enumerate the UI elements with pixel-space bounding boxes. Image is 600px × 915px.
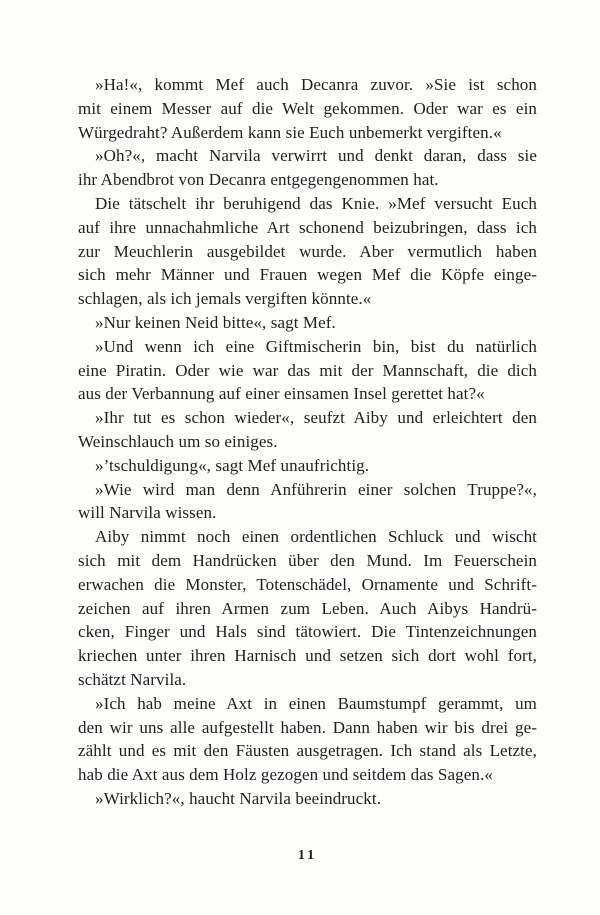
text-line: cken, Finger und Hals sind tätowiert. Die Tintenzeichnungen bbox=[78, 622, 537, 642]
text-line: auf ihre unnachahmliche Art schonend beizubringen, dass ich bbox=[78, 217, 537, 237]
text-line: »’tschuldigung«, sagt Mef unaufrichtig. bbox=[95, 455, 370, 475]
text-line: schlagen, als ich jemals vergiften könnte.« bbox=[78, 289, 372, 309]
text-line: »Ha!«, kommt Mef auch Decanra zuvor. »Sie ist schon bbox=[95, 75, 537, 94]
text-line: »Wirklich?«, haucht Narvila beeindruckt. bbox=[95, 788, 382, 808]
paragraph bbox=[78, 478, 537, 526]
text-line: Die tätschelt ihr beruhigend das Knie. »Mef versucht Euch bbox=[95, 193, 537, 213]
paragraph bbox=[78, 525, 537, 692]
text-line: kriechen unter ihren Harnisch und setzen sich dort wohl fort, bbox=[78, 646, 537, 666]
paragraph bbox=[78, 787, 537, 811]
text-line: Aiby nimmt noch einen ordentlichen Schluck und wischt bbox=[95, 527, 537, 547]
text-line: zur Meuchlerin ausgebildet wurde. Aber vermutlich haben bbox=[78, 241, 537, 261]
text-line: »Ich hab meine Axt in einen Baumstumpf gerammt, um bbox=[95, 693, 537, 713]
text-line: hab die Axt aus dem Holz gezogen und seitdem das Sagen.« bbox=[78, 765, 493, 785]
text-line: Weinschlauch um so einiges. bbox=[78, 431, 278, 451]
text-line: »Und wenn ich eine Giftmischerin bin, bist du natürlich bbox=[95, 336, 537, 356]
text-line: eine Piratin. Oder wie war das mit der Mannschaft, die dich bbox=[78, 360, 537, 380]
text-block bbox=[78, 73, 537, 811]
text-line: ihr Abendbrot von Decanra entgegengenommen hat. bbox=[78, 170, 439, 190]
text-line: sich mit dem Handrücken über den Mund. Im Feuerschein bbox=[78, 550, 537, 570]
text-line: »Nur keinen Neid bitte«, sagt Mef. bbox=[95, 312, 336, 332]
page-number: 11 bbox=[297, 848, 318, 863]
text-line: Würgedraht? Außerdem kann sie Euch unbemerkt vergiften.« bbox=[78, 122, 502, 142]
text-line: schätzt Narvila. bbox=[78, 669, 187, 689]
text-line: zeichen auf ihren Armen zum Leben. Auch Aibys Handrü- bbox=[78, 598, 537, 618]
paragraph bbox=[78, 335, 537, 406]
text-line: sich mehr Männer und Frauen wegen Mef die Köpfe einge- bbox=[78, 265, 537, 285]
paragraph bbox=[78, 144, 537, 192]
text-line: zählt und es mit den Fäusten ausgetragen. Ich stand als Letzte, bbox=[78, 741, 537, 761]
text-line: will Narvila wissen. bbox=[78, 503, 217, 523]
text-line: »Oh?«, macht Narvila verwirrt und denkt daran, dass sie bbox=[95, 146, 537, 166]
paragraph bbox=[78, 311, 537, 335]
text-line: »Ihr tut es schon wieder«, seufzt Aiby und erleichtert den bbox=[95, 408, 537, 428]
text-line: aus der Verbannung auf einer einsamen Insel gerettet hat?« bbox=[78, 384, 485, 404]
paragraph bbox=[78, 73, 537, 144]
text-line: »Wie wird man denn Anführerin einer solchen Truppe?«, bbox=[95, 479, 537, 499]
text-line: erwachen die Monster, Totenschädel, Ornamente und Schrift- bbox=[78, 574, 537, 594]
paragraph bbox=[78, 454, 537, 478]
text-line: mit einem Messer auf die Welt gekommen. Oder war es ein bbox=[78, 98, 537, 118]
paragraph bbox=[78, 192, 537, 311]
text-line: den wir uns alle aufgestellt haben. Dann haben wir bis drei ge- bbox=[78, 717, 537, 737]
paragraph bbox=[78, 406, 537, 454]
paragraph bbox=[78, 692, 537, 787]
